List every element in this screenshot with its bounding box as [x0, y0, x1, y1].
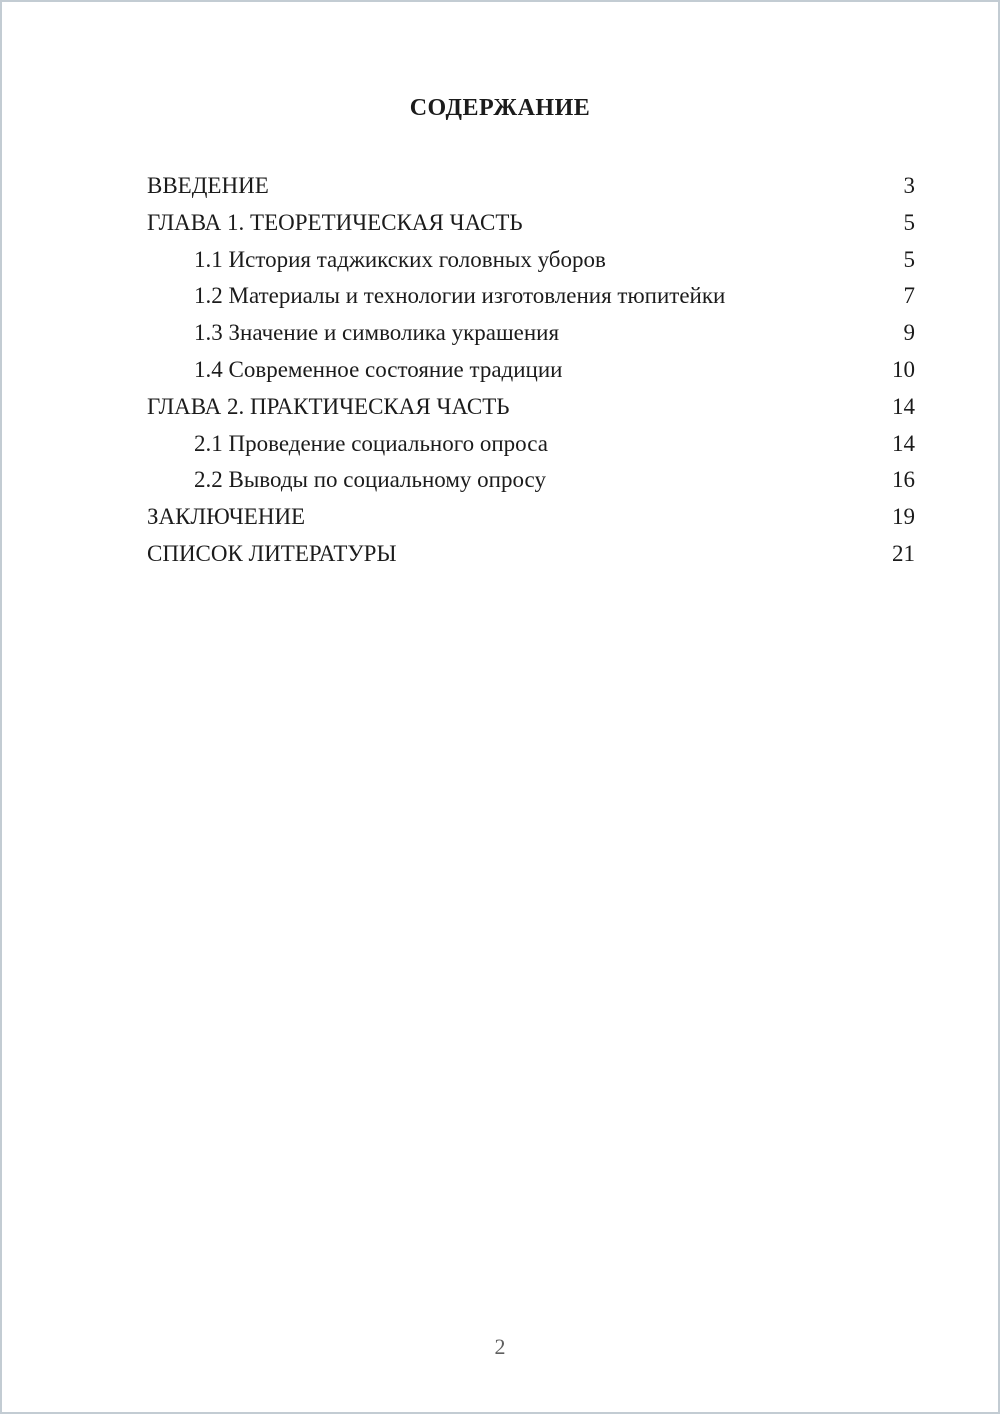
toc-entry-label: СПИСОК ЛИТЕРАТУРЫ [147, 540, 397, 566]
toc-entry-page-number: 21 [892, 540, 915, 566]
toc-entry-page-number: 14 [892, 393, 915, 419]
toc-entry-page-number: 19 [892, 504, 915, 530]
toc-entry-label: ГЛАВА 1. ТЕОРЕТИЧЕСКАЯ ЧАСТЬ [147, 209, 523, 235]
toc-entry-page-number: 5 [903, 209, 915, 235]
toc-entry-label: 2.2 Выводы по социальному опросу [194, 467, 546, 493]
toc-entry-label: ВВЕДЕНИЕ [147, 173, 269, 198]
page-title: СОДЕРЖАНИЕ [409, 95, 591, 121]
toc-entry [147, 352, 915, 389]
toc-entry-page-number: 9 [903, 320, 915, 346]
toc-entry [147, 278, 915, 315]
toc-entry [147, 242, 915, 279]
toc-entry-label: ГЛАВА 2. ПРАКТИЧЕСКАЯ ЧАСТЬ [147, 393, 510, 419]
toc-entry [147, 426, 915, 463]
toc-entry [147, 168, 915, 205]
toc-entry-page-number: 5 [903, 246, 915, 272]
toc-entry-label: ЗАКЛЮЧЕНИЕ [147, 504, 306, 530]
toc-entry [147, 315, 915, 352]
toc-entry-label: 1.2 Материалы и технологии изготовления тюпитейки [194, 283, 726, 309]
table-of-contents [2, 168, 998, 573]
toc-entry-label: 1.4 Современное состояние традиции [194, 356, 563, 382]
toc-entry [147, 462, 915, 499]
toc-entry-page-number: 16 [892, 467, 915, 493]
toc-entry-page-number: 7 [903, 283, 915, 309]
toc-entry-label: 1.3 Значение и символика украшения [194, 320, 560, 346]
toc-entry-page-number: 3 [903, 173, 915, 198]
toc-entry [147, 536, 915, 573]
toc-entry-label: 1.1 История таджикских головных уборов [194, 246, 606, 272]
toc-entry [147, 205, 915, 242]
toc-entry [147, 389, 915, 426]
toc-entry-label: 2.1 Проведение социального опроса [194, 430, 548, 456]
toc-entry [147, 499, 915, 536]
toc-entry-page-number: 10 [892, 356, 915, 382]
toc-entry-page-number: 14 [892, 430, 915, 456]
footer-page-number: 2 [494, 1334, 506, 1359]
